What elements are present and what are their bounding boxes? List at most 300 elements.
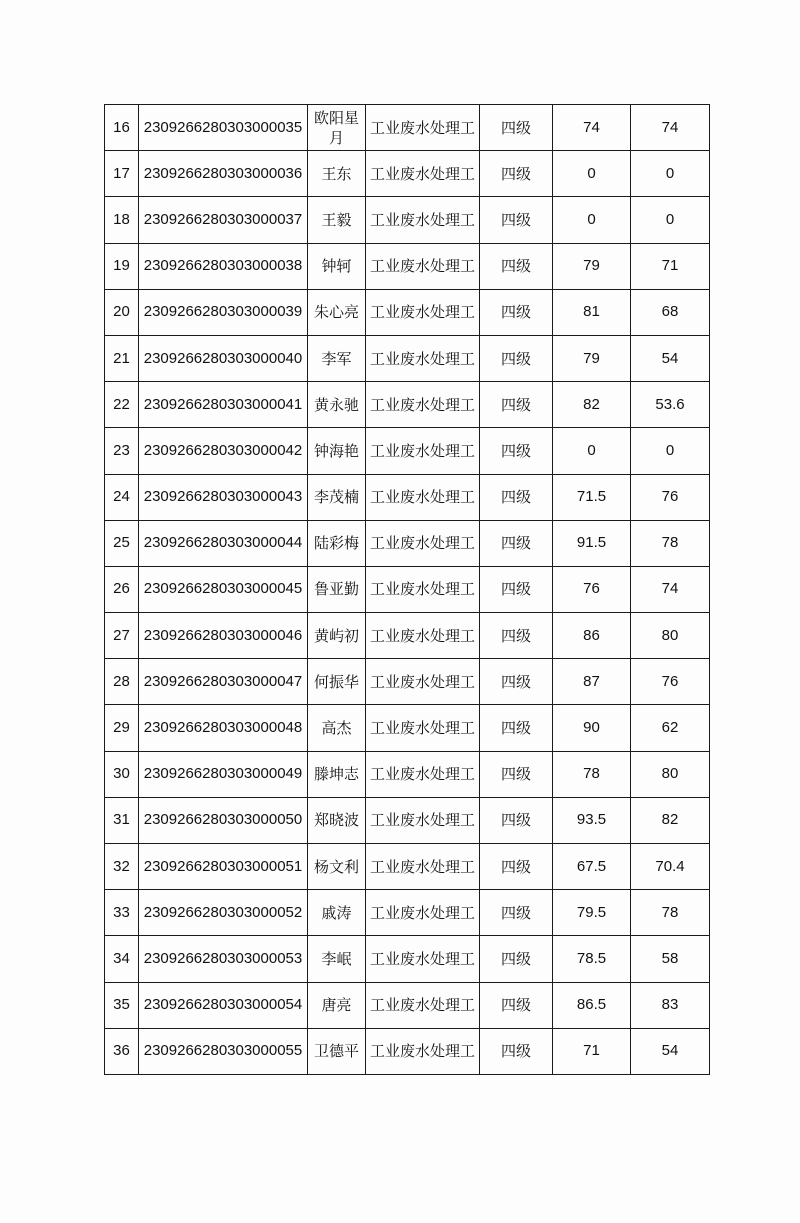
skill-level: 四级 (500, 441, 531, 460)
practical-score: 70.4 (655, 857, 685, 875)
table-row (105, 890, 710, 936)
theory-score-cell (553, 382, 631, 428)
table-row (105, 705, 710, 751)
certificate-id-cell (139, 751, 308, 797)
occupation-cell (366, 382, 480, 428)
practical-score-cell (631, 243, 710, 289)
certificate-id: 2309266280303000045 (143, 580, 303, 598)
theory-score-cell (553, 705, 631, 751)
theory-score-cell (553, 428, 631, 474)
occupation-cell (366, 797, 480, 843)
practical-score: 53.6 (655, 395, 685, 413)
certificate-id: 2309266280303000044 (143, 534, 303, 552)
row-number-cell (105, 474, 139, 520)
row-number-cell (105, 428, 139, 474)
occupation-cell (366, 474, 480, 520)
candidate-name: 唐亮 (321, 996, 352, 1015)
theory-score: 78 (583, 765, 600, 783)
skill-level: 四级 (500, 257, 531, 276)
skill-level-cell (480, 243, 553, 289)
occupation-cell (366, 335, 480, 381)
occupation: 工业废水处理工 (369, 719, 475, 738)
skill-level-cell (480, 705, 553, 751)
practical-score: 76 (661, 672, 679, 690)
row-number: 25 (113, 534, 130, 552)
practical-score: 68 (661, 303, 679, 321)
candidate-name: 卫德平 (313, 1042, 359, 1061)
skill-level-cell (480, 890, 553, 936)
certificate-id: 2309266280303000037 (143, 210, 303, 228)
theory-score: 71 (583, 1042, 600, 1060)
occupation-cell (366, 151, 480, 197)
table-row (105, 151, 710, 197)
certificate-id-cell (139, 197, 308, 243)
candidate-name: 朱心亮 (313, 303, 359, 322)
theory-score-cell (553, 474, 631, 520)
candidate-name: 李茂楠 (313, 488, 359, 507)
row-number-cell (105, 844, 139, 890)
candidate-name: 王毅 (321, 210, 352, 229)
candidate-name-cell (308, 243, 366, 289)
candidate-name-cell (308, 659, 366, 705)
skill-level-cell (480, 105, 553, 151)
practical-score-cell (631, 151, 710, 197)
practical-score-cell (631, 566, 710, 612)
occupation-cell (366, 890, 480, 936)
theory-score: 0 (587, 210, 596, 228)
row-number-cell (105, 797, 139, 843)
candidate-name-cell (308, 151, 366, 197)
candidate-name-cell (308, 474, 366, 520)
certificate-id: 2309266280303000041 (143, 395, 303, 413)
skill-level-cell (480, 936, 553, 982)
theory-score-cell (553, 566, 631, 612)
table-row (105, 197, 710, 243)
certificate-id: 2309266280303000046 (143, 626, 303, 644)
occupation: 工业废水处理工 (369, 903, 475, 922)
practical-score: 71 (661, 257, 679, 275)
practical-score-cell (631, 520, 710, 566)
table-row (105, 289, 710, 335)
practical-score-cell (631, 797, 710, 843)
row-number: 24 (113, 488, 130, 506)
row-number: 26 (113, 580, 130, 598)
practical-score-cell (631, 659, 710, 705)
certificate-id: 2309266280303000040 (143, 349, 303, 367)
practical-score: 80 (661, 765, 679, 783)
table-row (105, 844, 710, 890)
skill-level-cell (480, 566, 553, 612)
row-number-cell (105, 105, 139, 151)
theory-score: 93.5 (576, 811, 607, 829)
row-number-cell (105, 335, 139, 381)
candidate-name-cell (308, 382, 366, 428)
certificate-id: 2309266280303000047 (143, 672, 303, 690)
certificate-id-cell (139, 613, 308, 659)
theory-score-cell (553, 243, 631, 289)
certificate-id: 2309266280303000035 (143, 118, 303, 136)
candidate-name: 李军 (321, 349, 352, 368)
occupation: 工业废水处理工 (369, 303, 475, 322)
theory-score: 82 (583, 395, 600, 413)
practical-score-cell (631, 1028, 710, 1074)
skill-level-cell (480, 520, 553, 566)
candidate-name: 黄屿初 (313, 626, 359, 645)
candidate-name-cell (308, 520, 366, 566)
table-row (105, 936, 710, 982)
certificate-id-cell (139, 566, 308, 612)
theory-score-cell (553, 890, 631, 936)
occupation-cell (366, 566, 480, 612)
certificate-id: 2309266280303000039 (143, 303, 303, 321)
candidate-name-cell (308, 613, 366, 659)
candidate-name-cell (308, 566, 366, 612)
table-row (105, 982, 710, 1028)
row-number-cell (105, 382, 139, 428)
table-row (105, 474, 710, 520)
practical-score: 0 (665, 164, 675, 182)
theory-score: 71.5 (576, 488, 607, 506)
skill-level-cell (480, 197, 553, 243)
candidate-name-cell (308, 705, 366, 751)
theory-score-cell (553, 936, 631, 982)
candidate-name-cell (308, 844, 366, 890)
skill-level: 四级 (500, 765, 531, 784)
certificate-id-cell (139, 428, 308, 474)
certificate-id: 2309266280303000048 (143, 719, 303, 737)
occupation: 工业废水处理工 (369, 949, 475, 968)
certificate-id-cell (139, 151, 308, 197)
theory-score-cell (553, 1028, 631, 1074)
row-number: 27 (113, 626, 130, 644)
occupation-cell (366, 289, 480, 335)
skill-level-cell (480, 797, 553, 843)
row-number: 20 (113, 303, 130, 321)
row-number-cell (105, 659, 139, 705)
occupation: 工业废水处理工 (369, 118, 475, 137)
practical-score: 74 (661, 118, 679, 136)
candidate-name-cell (308, 797, 366, 843)
theory-score-cell (553, 197, 631, 243)
theory-score: 91.5 (576, 534, 607, 552)
practical-score-cell (631, 428, 710, 474)
table-row (105, 751, 710, 797)
candidate-name: 鲁亚勤 (313, 580, 359, 599)
row-number-cell (105, 1028, 139, 1074)
candidate-name: 何振华 (313, 672, 359, 691)
skill-level: 四级 (500, 395, 531, 414)
row-number: 22 (113, 395, 130, 413)
theory-score: 87 (583, 672, 600, 690)
row-number: 33 (113, 903, 130, 921)
row-number-cell (105, 936, 139, 982)
skill-level-cell (480, 751, 553, 797)
skill-level: 四级 (500, 210, 531, 229)
occupation-cell (366, 936, 480, 982)
row-number-cell (105, 197, 139, 243)
skill-level: 四级 (500, 164, 531, 183)
practical-score: 54 (661, 1042, 679, 1060)
practical-score: 0 (665, 210, 675, 228)
practical-score-cell (631, 613, 710, 659)
practical-score: 78 (661, 903, 679, 921)
occupation: 工业废水处理工 (369, 257, 475, 276)
row-number: 16 (113, 118, 130, 136)
candidate-name: 欧阳星月 (313, 108, 359, 147)
table-row (105, 520, 710, 566)
theory-score-cell (553, 982, 631, 1028)
theory-score-cell (553, 520, 631, 566)
candidate-name: 杨文利 (313, 857, 359, 876)
theory-score: 79 (583, 349, 600, 367)
occupation: 工业废水处理工 (369, 811, 475, 830)
certificate-id: 2309266280303000052 (143, 903, 303, 921)
skill-level-cell (480, 335, 553, 381)
skill-level: 四级 (500, 996, 531, 1015)
skill-level: 四级 (500, 903, 531, 922)
theory-score-cell (553, 751, 631, 797)
row-number-cell (105, 982, 139, 1028)
occupation: 工业废水处理工 (369, 349, 475, 368)
table-row (105, 659, 710, 705)
skill-level: 四级 (500, 1042, 531, 1061)
practical-score: 74 (661, 580, 679, 598)
skill-level-cell (480, 151, 553, 197)
occupation-cell (366, 844, 480, 890)
candidate-name: 钟轲 (321, 257, 352, 276)
candidate-name-cell (308, 1028, 366, 1074)
certificate-id: 2309266280303000055 (143, 1042, 303, 1060)
candidate-name-cell (308, 289, 366, 335)
theory-score-cell (553, 289, 631, 335)
skill-level: 四级 (500, 811, 531, 830)
practical-score: 82 (661, 811, 679, 829)
occupation: 工业废水处理工 (369, 395, 475, 414)
row-number-cell (105, 289, 139, 335)
row-number-cell (105, 751, 139, 797)
row-number: 18 (113, 210, 130, 228)
occupation-cell (366, 197, 480, 243)
certificate-id: 2309266280303000043 (143, 488, 303, 506)
certificate-id: 2309266280303000051 (143, 857, 303, 875)
practical-score: 62 (661, 719, 679, 737)
candidate-name-cell (308, 890, 366, 936)
theory-score-cell (553, 151, 631, 197)
occupation-cell (366, 659, 480, 705)
practical-score-cell (631, 936, 710, 982)
practical-score-cell (631, 474, 710, 520)
row-number: 31 (113, 811, 130, 829)
table-row (105, 613, 710, 659)
occupation-cell (366, 520, 480, 566)
skill-level-cell (480, 1028, 553, 1074)
certificate-id-cell (139, 105, 308, 151)
candidate-name-cell (308, 105, 366, 151)
occupation: 工业废水处理工 (369, 1042, 475, 1061)
theory-score-cell (553, 335, 631, 381)
candidate-name-cell (308, 335, 366, 381)
theory-score-cell (553, 659, 631, 705)
skill-level: 四级 (500, 303, 531, 322)
candidate-name-cell (308, 428, 366, 474)
candidate-name: 郑晓波 (313, 811, 359, 830)
candidate-name: 李岷 (321, 949, 352, 968)
skill-level: 四级 (500, 672, 531, 691)
practical-score: 80 (661, 626, 679, 644)
skill-level: 四级 (500, 580, 531, 599)
theory-score: 90 (583, 719, 600, 737)
occupation: 工业废水处理工 (369, 488, 475, 507)
theory-score: 0 (587, 164, 596, 182)
certificate-id-cell (139, 289, 308, 335)
occupation: 工业废水处理工 (369, 210, 475, 229)
certificate-id: 2309266280303000049 (143, 765, 303, 783)
skill-level: 四级 (500, 857, 531, 876)
certificate-id-cell (139, 382, 308, 428)
candidate-name-cell (308, 982, 366, 1028)
skill-level-cell (480, 289, 553, 335)
theory-score-cell (553, 613, 631, 659)
occupation-cell (366, 613, 480, 659)
skill-level-cell (480, 613, 553, 659)
practical-score: 76 (661, 488, 679, 506)
theory-score: 74 (583, 118, 600, 136)
row-number: 34 (113, 949, 130, 967)
occupation: 工业废水处理工 (369, 534, 475, 553)
row-number-cell (105, 890, 139, 936)
occupation-cell (366, 1028, 480, 1074)
occupation: 工业废水处理工 (369, 857, 475, 876)
skill-level-cell (480, 659, 553, 705)
row-number: 28 (113, 672, 130, 690)
theory-score: 79.5 (576, 903, 607, 921)
table-row (105, 797, 710, 843)
occupation-cell (366, 751, 480, 797)
theory-score: 79 (583, 257, 600, 275)
theory-score: 78.5 (576, 949, 607, 967)
practical-score-cell (631, 105, 710, 151)
practical-score: 54 (661, 349, 679, 367)
theory-score-cell (553, 797, 631, 843)
candidate-name: 高杰 (321, 719, 352, 738)
theory-score: 86 (583, 626, 600, 644)
row-number: 32 (113, 857, 130, 875)
skill-level: 四级 (500, 349, 531, 368)
certificate-id-cell (139, 520, 308, 566)
occupation-cell (366, 105, 480, 151)
practical-score-cell (631, 751, 710, 797)
theory-score-cell (553, 844, 631, 890)
occupation: 工业废水处理工 (369, 765, 475, 784)
score-table-body (105, 105, 710, 1075)
candidate-name-cell (308, 936, 366, 982)
theory-score: 81 (583, 303, 600, 321)
candidate-name: 陆彩梅 (313, 534, 359, 553)
occupation: 工业废水处理工 (369, 164, 475, 183)
certificate-id-cell (139, 1028, 308, 1074)
table-row (105, 566, 710, 612)
practical-score-cell (631, 197, 710, 243)
row-number: 21 (113, 349, 130, 367)
theory-score: 0 (587, 441, 596, 459)
skill-level-cell (480, 982, 553, 1028)
row-number-cell (105, 705, 139, 751)
occupation: 工业废水处理工 (369, 672, 475, 691)
practical-score: 78 (661, 534, 679, 552)
candidate-name: 戚涛 (321, 903, 352, 922)
practical-score-cell (631, 982, 710, 1028)
occupation-cell (366, 982, 480, 1028)
candidate-name: 黄永驰 (313, 395, 359, 414)
practical-score-cell (631, 705, 710, 751)
practical-score: 83 (661, 996, 679, 1014)
theory-score: 86.5 (576, 996, 607, 1014)
certificate-id-cell (139, 705, 308, 751)
row-number: 36 (113, 1042, 130, 1060)
row-number-cell (105, 613, 139, 659)
certificate-id-cell (139, 936, 308, 982)
skill-level-cell (480, 474, 553, 520)
row-number: 17 (113, 164, 130, 182)
skill-level: 四级 (500, 118, 531, 137)
occupation-cell (366, 705, 480, 751)
certificate-id: 2309266280303000038 (143, 257, 303, 275)
table-row (105, 1028, 710, 1074)
occupation: 工业废水处理工 (369, 626, 475, 645)
row-number-cell (105, 566, 139, 612)
practical-score: 0 (665, 441, 675, 459)
row-number: 30 (113, 765, 130, 783)
theory-score: 76 (583, 580, 600, 598)
certificate-id-cell (139, 335, 308, 381)
skill-level: 四级 (500, 949, 531, 968)
occupation-cell (366, 243, 480, 289)
certificate-id: 2309266280303000036 (143, 164, 303, 182)
certificate-id: 2309266280303000053 (143, 949, 303, 967)
candidate-name: 钟海艳 (313, 441, 359, 460)
occupation-cell (366, 428, 480, 474)
table-row (105, 335, 710, 381)
occupation: 工业废水处理工 (369, 441, 475, 460)
candidate-name: 王东 (321, 164, 352, 183)
practical-score-cell (631, 890, 710, 936)
skill-level: 四级 (500, 534, 531, 553)
practical-score: 58 (661, 949, 679, 967)
skill-level-cell (480, 428, 553, 474)
practical-score-cell (631, 844, 710, 890)
row-number: 29 (113, 719, 130, 737)
skill-level: 四级 (500, 488, 531, 507)
row-number: 35 (113, 996, 130, 1014)
row-number-cell (105, 151, 139, 197)
candidate-name: 滕坤志 (313, 765, 359, 784)
practical-score-cell (631, 289, 710, 335)
row-number-cell (105, 520, 139, 566)
skill-level: 四级 (500, 719, 531, 738)
certificate-id-cell (139, 474, 308, 520)
table-row (105, 105, 710, 151)
score-table (104, 104, 710, 1075)
skill-level: 四级 (500, 626, 531, 645)
practical-score-cell (631, 382, 710, 428)
row-number: 19 (113, 257, 130, 275)
occupation: 工业废水处理工 (369, 996, 475, 1015)
row-number-cell (105, 243, 139, 289)
row-number: 23 (113, 441, 130, 459)
practical-score-cell (631, 335, 710, 381)
skill-level-cell (480, 382, 553, 428)
certificate-id-cell (139, 243, 308, 289)
